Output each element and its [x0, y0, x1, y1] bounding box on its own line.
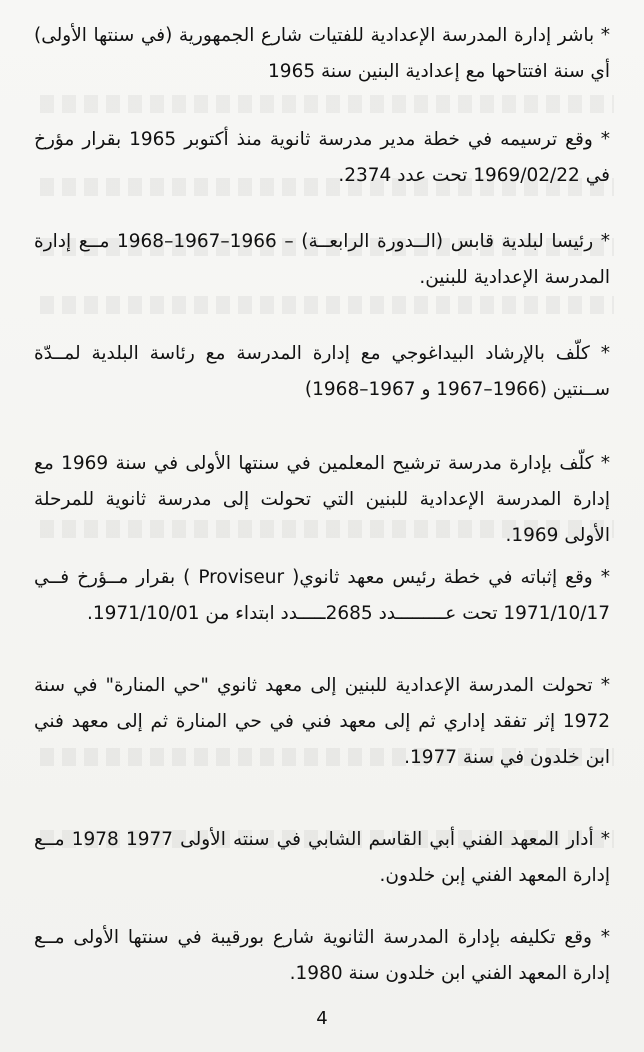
paragraph-5: * كلّف بإدارة مدرسة ترشيح المعلمين في سنتها الأولى في سنة 1969 مع إدارة المدرسة الإعدادية للبنين التي تحولت إلى مدرسة ثانوية للمرحلة الأولى 1969. — [34, 453, 610, 546]
bleed-through-text — [40, 296, 614, 314]
paragraph-6: * وقع إثباته في خطة رئيس معهد ثانوي( Proviseur ) بقرار مــؤرخ فــي 1971/10/17 تحت عـــــــــدد 2685ـــــدد ابتداء من 1971/10/01. — [34, 567, 610, 624]
paragraph-4: * كلّف بالإرشاد البيداغوجي مع إدارة المدرسة مع رئاسة البلدية لمــدّة ســنتين (1966–1967 و 1967–1968) — [34, 343, 610, 400]
bleed-through-text — [40, 95, 614, 113]
paragraph-8: * أدار المعهد الفني أبي القاسم الشابي في سنته الأولى 1977 1978 مــع إدارة المعهد الفني إبن خلدون. — [34, 829, 610, 886]
paragraph-1: * باشر إدارة المدرسة الإعدادية للفتيات شارع الجمهورية (في سنتها الأولى) أي سنة افتتاحها مع إعدادية البنين سنة 1965 — [34, 25, 610, 82]
paragraph-3: * رئيسا لبلدية قابس (الــدورة الرابعــة) – 1966–1967–1968 مــع إدارة المدرسة الإعدادية للبنين. — [34, 231, 610, 288]
paragraph-9: * وقع تكليفه بإدارة المدرسة الثانوية شارع بورقيبة في سنتها الأولى مــع إدارة المعهد الفني ابن خلدون سنة 1980. — [34, 927, 610, 984]
paragraph-2: * وقع ترسيمه في خطة مدير مدرسة ثانوية منذ أكتوبر 1965 بقرار مؤرخ في 1969/02/22 تحت عدد 2374. — [34, 129, 610, 186]
paragraph-7: * تحولت المدرسة الإعدادية للبنين إلى معهد ثانوي "حي المنارة" في سنة 1972 إثر تفقد إداري ثم إلى معهد فني في حي المنارة ثم إلى معهد فني ابن خلدون في سنة 1977. — [34, 675, 610, 768]
page-number: 4 — [316, 1008, 328, 1029]
